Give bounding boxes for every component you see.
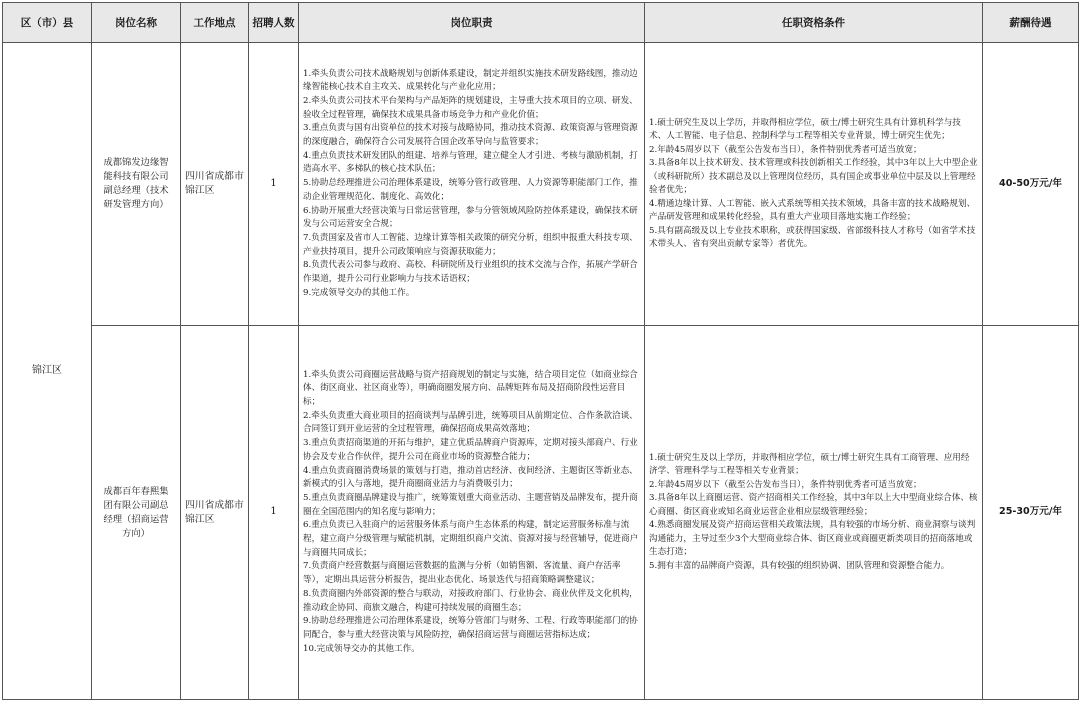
duty-item: 7.负责商户经营数据与商圈运营数据的监测与分析（如销售额、客流量、商户存活率等），定期出具运营分析报告，提出业态优化、场景迭代与招商策略调整建议；	[303, 561, 621, 586]
duty-item: 3.重点负责招商渠道的开拓与维护，建立优质品牌商户资源库，定期对接头部商户、行业协会及专业合作伙伴，提升公司在商业市场的资源整合能力；	[303, 438, 638, 462]
header-title: 岗位名称	[92, 3, 181, 43]
requirements-cell	[645, 43, 983, 326]
duty-item: 5.重点负责商圈品牌建设与推广，统筹策划重大商业活动、主题营销及品牌发布，提升商圈在全国范围内的知名度与影响力；	[303, 492, 638, 517]
requirement-item: 3.具备8年以上商圈运营、资产招商相关工作经验，其中3年以上大中型商业综合体、核心商圈、街区商业或知名商业运营企业相应层级管理经验；	[649, 493, 978, 517]
duty-item: 3.重点负责与国有出资单位的技术对接与战略协同，推动技术资源、政策资源与管理资源的深度融合，确保符合公司发展符合国企改革导向与监管要求；	[303, 123, 638, 148]
table-row	[3, 326, 1079, 700]
requirement-item: 1.硕士研究生及以上学历，并取得相应学位，硕士/博士研究生具有计算机科学与技术、人工智能、电子信息、控制科学与工程等相关专业背景，博士研究生优先；	[649, 117, 961, 141]
requirement-item: 5.拥有丰富的品牌商户资源，具有较强的组织协调、团队管理和资源整合能力。	[649, 560, 950, 571]
header-row	[3, 3, 1079, 43]
header-district: 区（市）县	[3, 3, 92, 43]
count-cell: 1	[249, 326, 299, 700]
header-duties: 岗位职责	[299, 3, 645, 43]
requirements-cell	[645, 326, 983, 700]
table-row	[3, 43, 1079, 326]
duty-item: 1.牵头负责公司技术战略规划与创新体系建设，制定并组织实施技术研发路线图，推动边缘智能核心技术自主攻关、成果转化与产业化应用；	[303, 68, 638, 93]
requirement-item: 2.年龄45周岁以下（截至公告发布当日），条件特别优秀者可适当放宽；	[649, 144, 922, 155]
duty-item: 1.牵头负责公司商圈运营战略与资产招商规划的制定与实施，结合项目定位（如商业综合体、街区商业、社区商业等），明确商圈发展方向、品牌矩阵布局及招商阶段性运营目标；	[303, 369, 638, 408]
salary-cell: 25-30万元/年	[983, 326, 1079, 700]
duty-item: 8.负责代表公司参与政府、高校、科研院所及行业组织的技术交流与合作，拓展产学研合作渠道，提升公司行业影响力与技术话语权；	[303, 260, 638, 285]
duty-item: 7.负责国家及省市人工智能、边缘计算等相关政策的研究分析，组织申报重大科技专项、产业扶持项目，提升公司政策响应与资源获取能力；	[303, 232, 638, 257]
header-location: 工作地点	[181, 3, 249, 43]
job-title-cell: 成都锦发边缘智能科技有限公司副总经理（技术研发管理方向）	[92, 43, 181, 326]
duty-item: 2.牵头负责公司技术平台架构与产品矩阵的规划建设，主导重大技术项目的立项、研发、验收全过程管理，确保技术成果具备市场竞争力和产业化价值；	[303, 95, 638, 120]
duty-item: 4.重点负责商圈消费场景的策划与打造，推动首店经济、夜间经济、主题街区等新业态、新模式的引入与落地，提升商圈商业活力与消费吸引力；	[303, 465, 638, 490]
header-count: 招聘人数	[249, 3, 299, 43]
requirement-item: 2.年龄45周岁以下（截至公告发布当日），条件特别优秀者可适当放宽；	[649, 479, 922, 490]
header-requirements: 任职资格条件	[645, 3, 983, 43]
duties-cell	[299, 326, 645, 700]
duty-item: 10.完成领导交办的其他工作。	[303, 643, 420, 654]
duty-item: 6.协助开展重大经营决策与日常运营管理，参与分管领域风险防控体系建设，确保技术研发与公司运营安全合规；	[303, 205, 638, 230]
location-cell: 四川省成都市锦江区	[181, 43, 249, 326]
district-cell: 锦江区	[3, 43, 92, 700]
location-cell: 四川省成都市锦江区	[181, 326, 249, 700]
requirement-item: 4.精通边缘计算、人工智能、嵌入式系统等相关技术领域，具备丰富的技术战略规划、产品研发管理和成果转化经验，具有重大产业项目落地实施工作经验；	[649, 198, 976, 222]
requirement-item: 5.具有副高级及以上专业技术职称，或获得国家级、省部级科技人才称号（如省学术技术带头人、省有突出贡献专家等）者优先。	[649, 225, 976, 249]
salary-cell: 40-50万元/年	[983, 43, 1079, 326]
requirement-item: 1.硕士研究生及以上学历，并取得相应学位，硕士/博士研究生具有工商管理、应用经济学、管理科学与工程等相关专业背景；	[649, 452, 970, 477]
job-table	[2, 2, 1079, 700]
duty-item: 5.协助总经理推进公司治理体系建设，统筹分管行政管理、人力资源等职能部门工作，推动企业管理规范化、制度化、高效化；	[303, 178, 638, 202]
requirement-item: 4.熟悉商圈发展及资产招商运营相关政策法规，具有较强的市场分析、商业洞察与谈判沟通能力，主导过至少3个大型商业综合体、街区商业或商圈更新类项目的招商落地或生态打造；	[649, 520, 976, 558]
duties-cell	[299, 43, 645, 326]
duty-item: 9.完成领导交办的其他工作。	[303, 287, 415, 298]
duty-item: 9.协助总经理推进公司治理体系建设，统筹分管部门与财务、工程、行政等职能部门的协同配合，参与重大经营决策与风险防控，确保招商运营与商圈运营指标达成；	[303, 616, 638, 640]
duty-item: 6.重点负责已入驻商户的运营服务体系与商户生态体系的构建，制定运营服务标准与流程，建立商户分级管理与赋能机制，定期组织商户交流、资源对接与经营辅导，促进商户与商圈共同成长；	[303, 520, 639, 558]
duty-item: 4.重点负责技术研发团队的组建、培养与管理，建立健全人才引进、考核与激励机制，打造高水平、多梯队的核心技术队伍；	[303, 150, 638, 175]
duty-item: 2.牵头负责重大商业项目的招商谈判与品牌引进，统筹项目从前期定位、合作条款洽谈、合同签订到开业运营的全过程管理，确保招商成果高效落地；	[303, 410, 638, 435]
header-salary: 薪酬待遇	[983, 3, 1079, 43]
duty-item: 8.负责商圈内外部资源的整合与联动，对接政府部门、行业协会、商业伙伴及文化机构，推动政企协同、商旅文融合，构建可持续发展的商圈生态；	[303, 588, 638, 613]
requirement-item: 3.具备8年以上技术研发、技术管理或科技创新相关工作经验，其中3年以上大中型企业（或科研院所）技术副总及以上管理岗位经历，具有国企或事业单位中层及以上管理经验者优先；	[649, 158, 978, 195]
job-title-cell: 成都百年春熙集团有限公司副总经理（招商运营方向）	[92, 326, 181, 700]
count-cell: 1	[249, 43, 299, 326]
